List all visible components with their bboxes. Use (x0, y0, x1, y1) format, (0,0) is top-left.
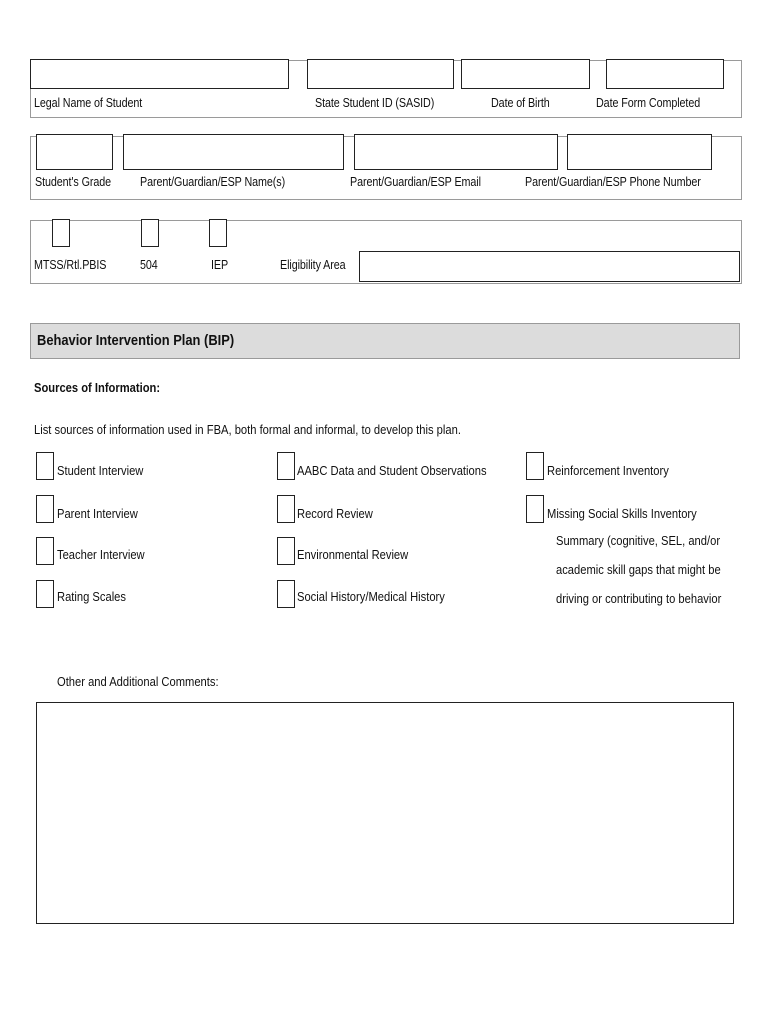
bip-section-header (30, 323, 740, 359)
legal-name-label: Legal Name of Student (34, 96, 143, 110)
sasid-input[interactable] (307, 59, 454, 89)
summary-line-1: Summary (cognitive, SEL, and/or (556, 533, 721, 548)
teacher-interview-label: Teacher Interview (57, 547, 145, 562)
guardian-phone-label: Parent/Guardian/ESP Phone Number (525, 175, 701, 189)
comments-textarea[interactable] (36, 702, 734, 924)
parent-interview-checkbox[interactable] (36, 495, 54, 523)
social-history-label: Social History/Medical History (297, 589, 445, 604)
summary-line-2: academic skill gaps that might be (556, 562, 721, 577)
sources-heading: Sources of Information: (34, 380, 161, 395)
environmental-review-checkbox[interactable] (277, 537, 295, 565)
rating-scales-label: Rating Scales (57, 589, 126, 604)
dob-input[interactable] (461, 59, 590, 89)
missing-social-skills-label: Missing Social Skills Inventory (547, 506, 697, 521)
dob-label: Date of Birth (491, 96, 550, 110)
mtss-checkbox[interactable] (52, 219, 70, 247)
eligibility-label: Eligibility Area (280, 258, 346, 272)
teacher-interview-checkbox[interactable] (36, 537, 54, 565)
date-completed-label: Date Form Completed (596, 96, 701, 110)
missing-social-skills-checkbox[interactable] (526, 495, 544, 523)
bip-title: Behavior Intervention Plan (BIP) (37, 332, 235, 349)
eligibility-area-input[interactable] (359, 251, 740, 282)
mtss-label: MTSS/Rtl.PBIS (34, 258, 107, 272)
environmental-review-label: Environmental Review (297, 547, 409, 562)
guardian-email-label: Parent/Guardian/ESP Email (350, 175, 481, 189)
sasid-label: State Student ID (SASID) (315, 96, 435, 110)
reinforcement-inventory-label: Reinforcement Inventory (547, 463, 669, 478)
social-history-checkbox[interactable] (277, 580, 295, 608)
parent-interview-label: Parent Interview (57, 506, 138, 521)
504-checkbox[interactable] (141, 219, 159, 247)
summary-line-3: driving or contributing to behavior (556, 591, 722, 606)
record-review-label: Record Review (297, 506, 373, 521)
legal-name-input[interactable] (30, 59, 289, 89)
iep-checkbox[interactable] (209, 219, 227, 247)
aabc-data-checkbox[interactable] (277, 452, 295, 480)
sources-instruction: List sources of information used in FBA, both formal and informal, to develop this plan. (34, 422, 461, 437)
grade-label: Student's Grade (35, 175, 112, 189)
guardian-email-input[interactable] (354, 134, 558, 170)
date-completed-input[interactable] (606, 59, 724, 89)
comments-label: Other and Additional Comments: (57, 674, 219, 689)
student-interview-label: Student Interview (57, 463, 144, 478)
student-interview-checkbox[interactable] (36, 452, 54, 480)
grade-input[interactable] (36, 134, 113, 170)
guardian-phone-input[interactable] (567, 134, 712, 170)
guardian-name-label: Parent/Guardian/ESP Name(s) (140, 175, 286, 189)
record-review-checkbox[interactable] (277, 495, 295, 523)
reinforcement-inventory-checkbox[interactable] (526, 452, 544, 480)
rating-scales-checkbox[interactable] (36, 580, 54, 608)
aabc-data-label: AABC Data and Student Observations (297, 463, 487, 478)
504-label: 504 (140, 258, 158, 272)
guardian-name-input[interactable] (123, 134, 344, 170)
iep-label: IEP (211, 258, 229, 272)
